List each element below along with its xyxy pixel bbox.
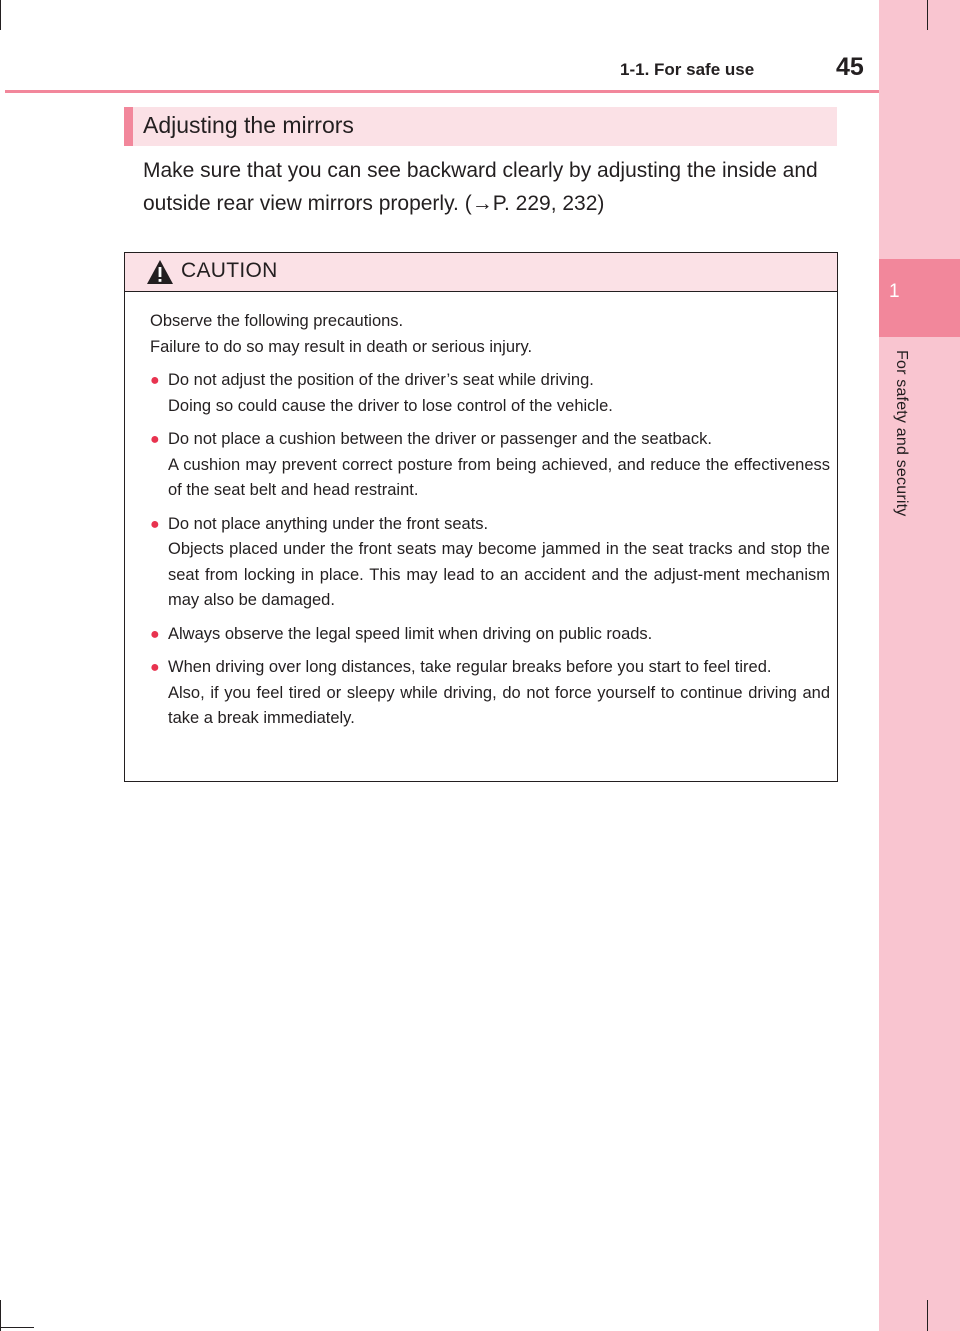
crop-mark <box>0 0 1 30</box>
crop-mark <box>927 1300 928 1331</box>
side-band <box>879 0 960 1331</box>
caution-item <box>150 368 830 419</box>
caution-item-lead: Do not place anything under the front seats. <box>168 514 489 533</box>
caution-item-lead: When driving over long distances, take regular breaks before you start to feel tired. <box>168 658 772 676</box>
crop-mark <box>927 0 928 30</box>
caution-header <box>125 253 837 292</box>
caution-item <box>150 622 830 648</box>
caution-item <box>150 512 830 614</box>
bullet-dot-icon: ● <box>150 625 160 643</box>
section-title: Adjusting the mirrors <box>143 112 354 138</box>
caution-item-lead: Always observe the legal speed limit when driving on public roads. <box>168 624 653 643</box>
section-title-accent <box>124 107 133 146</box>
bullet-dot-icon: ● <box>150 431 160 448</box>
chapter-number: 1 <box>889 281 900 302</box>
header-rule <box>5 90 879 93</box>
caution-item-detail: Objects placed under the front seats may become jammed in the seat tracks and stop the seat from locking in place. This may lead to an accident and the adjust-ment mechanism may also be damaged. <box>168 540 830 609</box>
caution-item-detail: A cushion may prevent correct posture from being achieved, and reduce the effectiveness of the seat belt and head restraint. <box>168 455 830 499</box>
caution-item <box>150 655 830 732</box>
caution-body <box>150 309 830 732</box>
section-intro: Make sure that you can see backward clearly by adjusting the inside and outside rear view mirrors properly. (→P. 229, 232) <box>143 159 818 215</box>
caution-item <box>150 427 830 504</box>
crop-mark <box>0 1327 34 1328</box>
caution-box <box>124 252 838 782</box>
bullet-dot-icon: ● <box>150 372 160 389</box>
chapter-title: For safety and security <box>893 350 910 517</box>
page-number: 45 <box>836 53 864 81</box>
caution-title: CAUTION <box>181 259 278 282</box>
bullet-dot-icon: ● <box>150 515 160 533</box>
caution-item-lead: Do not place a cushion between the driver or passenger and the seatback. <box>168 430 712 448</box>
bullet-dot-icon: ● <box>150 659 160 676</box>
caution-item-detail: Also, if you feel tired or sleepy while driving, do not force yourself to continue driving and take a break immediately. <box>168 683 830 727</box>
running-header: 1-1. For safe use <box>620 60 755 79</box>
caution-intro-line2: Failure to do so may result in death or serious injury. <box>150 337 533 356</box>
caution-intro-line1: Observe the following precautions. <box>150 312 404 330</box>
caution-item-lead: Do not adjust the position of the driver’s seat while driving. <box>168 371 594 389</box>
caution-item-detail: Doing so could cause the driver to lose control of the vehicle. <box>168 396 613 415</box>
warning-triangle-icon <box>146 259 174 290</box>
